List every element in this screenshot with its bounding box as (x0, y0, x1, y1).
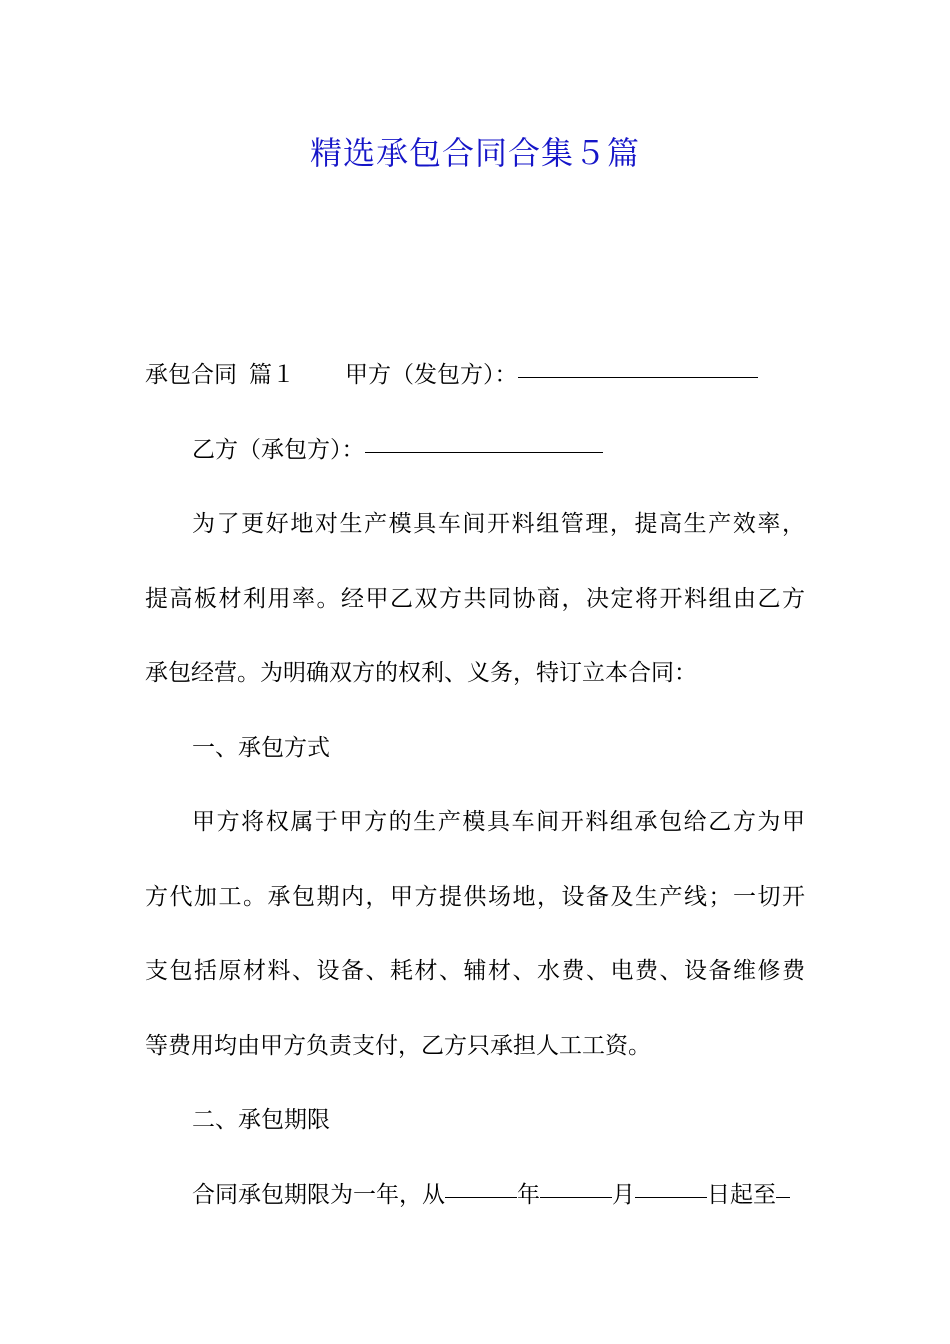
party-a-label: 甲方（发包方）： (345, 362, 518, 388)
document-title: 精选承包合同合集５篇 (309, 134, 640, 172)
day-to-label: 日起至 (707, 1181, 776, 1208)
intro-line-2: 提高板材利用率。经甲乙双方共同协商，决定将开料组由乙方 (145, 585, 805, 612)
party-a-blank (518, 351, 758, 378)
clause-1-line-1: 甲方将权属于甲方的生产模具车间开料组承包给乙方为甲 (192, 809, 805, 835)
heading-contract-term: 二、承包期限 (192, 1107, 330, 1133)
document-body (145, 338, 805, 1232)
section-label: 承包合同 (145, 362, 237, 388)
party-b-blank (365, 426, 603, 453)
year-label: 年 (517, 1181, 540, 1208)
end-date-blank (776, 1171, 790, 1198)
term-lead-text: 合同承包期限为一年，从 (192, 1181, 445, 1208)
start-month-blank (540, 1171, 612, 1198)
party-b-label: 乙方（承包方）： (192, 436, 365, 463)
clause-2-line-1 (145, 1158, 805, 1233)
part-label: 篇１ (249, 362, 295, 388)
clause-1-line-3: 支包括原材料、设备、耗材、辅材、水费、电费、设备维修费 (145, 958, 805, 984)
intro-line-1: 为了更好地对生产模具车间开料组管理，提高生产效率， (192, 511, 805, 537)
party-b-line (145, 413, 805, 488)
month-label: 月 (612, 1181, 635, 1208)
clause-1-line-2: 方代加工。承包期内，甲方提供场地，设备及生产线；一切开 (145, 883, 805, 910)
intro-line-3: 承包经营。为明确双方的权利、义务，特订立本合同： (145, 660, 697, 686)
contract-header-line (145, 338, 805, 413)
start-day-blank (635, 1171, 707, 1198)
start-year-blank (445, 1171, 517, 1198)
heading-contract-mode: 一、承包方式 (192, 734, 330, 761)
clause-1-line-4: 等费用均由甲方负责支付，乙方只承担人工工资。 (145, 1032, 651, 1059)
